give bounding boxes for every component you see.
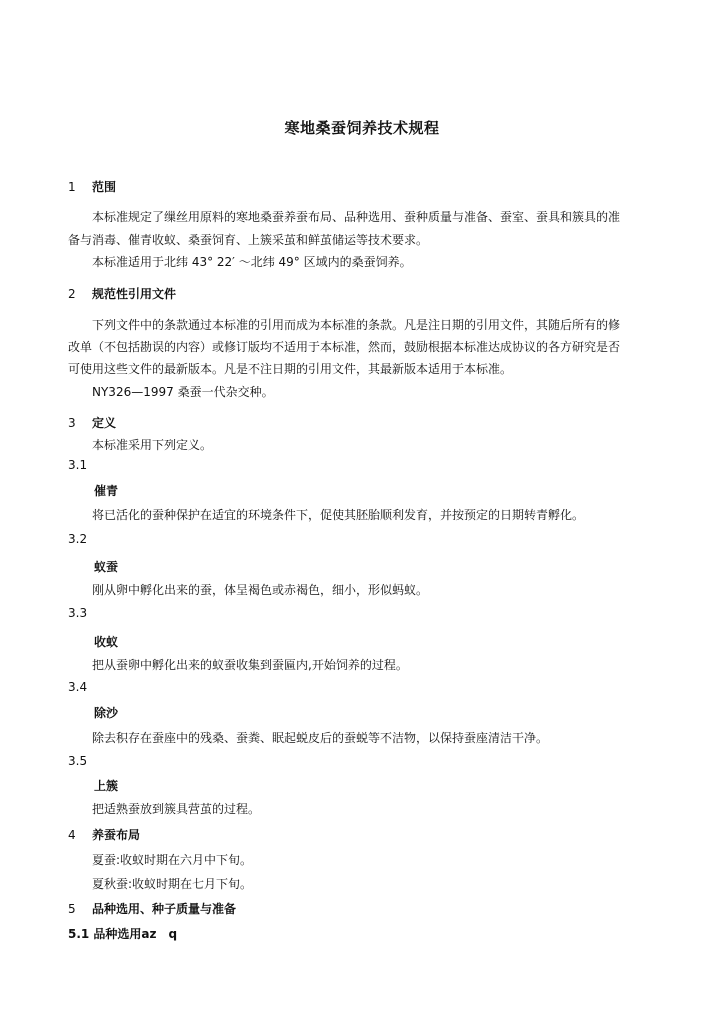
section-number: 2 bbox=[68, 287, 76, 301]
term-name: 上簇 bbox=[94, 779, 119, 793]
section-4-heading bbox=[68, 826, 140, 843]
term-number: 3.3 bbox=[68, 606, 88, 620]
page-title: 寒地桑蚕饲养技术规程 bbox=[284, 119, 440, 137]
section-title: 范围 bbox=[92, 180, 117, 194]
section-3-heading bbox=[68, 414, 116, 431]
term-number: 3.4 bbox=[68, 680, 88, 694]
paragraph: 本标准采用下列定义。 bbox=[92, 438, 213, 452]
section-title: 规范性引用文件 bbox=[92, 287, 177, 301]
section-title: 品种选用、种子质量与准备 bbox=[92, 902, 237, 916]
section-number: 4 bbox=[68, 828, 76, 842]
paragraph: 改单（不包括勘误的内容）或修订版均不适用于本标准，然而，鼓励根据本标准达成协议的各方研究是否 bbox=[68, 340, 621, 354]
term-name: 蚁蚕 bbox=[94, 560, 119, 574]
term-name: 收蚁 bbox=[94, 635, 119, 649]
section-title: 养蚕布局 bbox=[92, 828, 141, 842]
term-number: 3.2 bbox=[68, 532, 88, 546]
paragraph: 夏蚕:收蚁时期在六月中下旬。 bbox=[92, 853, 253, 867]
section-5-heading bbox=[68, 900, 236, 917]
term-definition: 把从蚕卵中孵化出来的蚁蚕收集到蚕匾内,开始饲养的过程。 bbox=[92, 658, 408, 672]
section-number: 5 bbox=[68, 902, 76, 916]
paragraph: 本标准适用于北纬 43° 22′ ～北纬 49° 区域内的桑蚕饲养。 bbox=[92, 255, 412, 269]
term-definition: 将已活化的蚕种保护在适宜的环境条件下，促使其胚胎顺利发育，并按预定的日期转青孵化。 bbox=[92, 508, 585, 522]
section-title: 定义 bbox=[92, 416, 117, 430]
paragraph: 本标准规定了缫丝用原料的寒地桑蚕养蚕布局、品种选用、蚕种质量与准备、蚕室、蚕具和簇具的准 bbox=[92, 210, 621, 224]
paragraph: 夏秋蚕:收蚁时期在七月下旬。 bbox=[92, 877, 253, 891]
paragraph: 下列文件中的条款通过本标准的引用而成为本标准的条款。凡是注日期的引用文件，其随后所有的修 bbox=[92, 318, 621, 332]
section-1-heading bbox=[68, 178, 116, 195]
term-name: 除沙 bbox=[94, 706, 119, 720]
subsection-heading: 5.1 品种选用az q bbox=[68, 927, 178, 941]
term-definition: 刚从卵中孵化出来的蚕，体呈褐色或赤褐色，细小，形似蚂蚁。 bbox=[92, 583, 429, 597]
term-number: 3.5 bbox=[68, 754, 88, 768]
term-definition: 把适熟蚕放到簇具营茧的过程。 bbox=[92, 802, 261, 816]
paragraph: 可使用这些文件的最新版本。凡是不注日期的引用文件，其最新版本适用于本标准。 bbox=[68, 362, 513, 376]
paragraph: 备与消毒、催青收蚁、桑蚕饲育、上簇采茧和鲜茧储运等技术要求。 bbox=[68, 233, 429, 247]
term-definition: 除去积存在蚕座中的残桑、蚕粪、眠起蜕皮后的蚕蜕等不洁物，以保持蚕座清洁干净。 bbox=[92, 731, 549, 745]
term-number: 3.1 bbox=[68, 458, 88, 472]
section-number: 1 bbox=[68, 180, 76, 194]
section-2-heading bbox=[68, 285, 176, 302]
term-name: 催青 bbox=[94, 484, 119, 498]
normative-reference: NY326—1997 桑蚕一代杂交种。 bbox=[92, 385, 274, 399]
section-number: 3 bbox=[68, 416, 76, 430]
